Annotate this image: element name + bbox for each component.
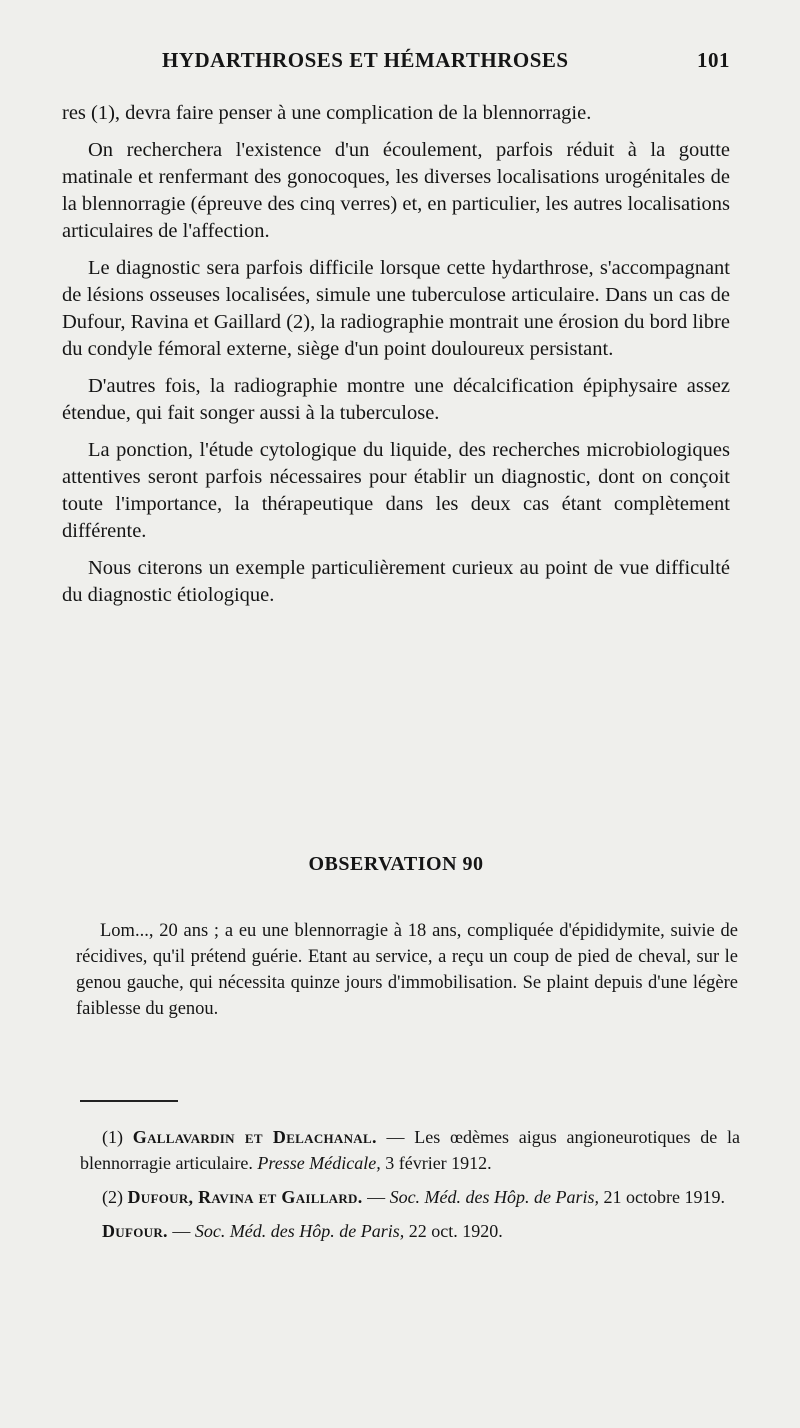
paragraph: On recherchera l'existence d'un écoulement, parfois réduit à la goutte matinale et renfermant des gonocoques, les diverses localisations urogénitales de la blennorragie (épreuve des cinq verres) et, en particulier, les autres localisations articulaires de l'affection. bbox=[62, 139, 730, 242]
footnote-date: 21 octobre 1919. bbox=[599, 1187, 726, 1207]
paragraph: La ponction, l'étude cytologique du liquide, des recherches microbiologiques attentives seront parfois nécessaires pour établir un diagnostic, dont on conçoit toute l'importance, la thérapeutique dans les deux cas étant complètement différente. bbox=[62, 439, 730, 542]
paragraph-continued: res (1), devra faire penser à une complication de la blennorragie. bbox=[62, 102, 592, 124]
footnote-journal: Presse Médicale, bbox=[257, 1153, 381, 1173]
footnote-marker: (1) bbox=[102, 1127, 123, 1147]
footnote-date: 3 février 1912. bbox=[380, 1153, 492, 1173]
footnote-authors: Dufour. bbox=[102, 1221, 168, 1241]
footnote-2 bbox=[80, 1184, 740, 1210]
footnotes bbox=[80, 1124, 740, 1252]
footnote-dash: — bbox=[362, 1187, 390, 1207]
paragraph: D'autres fois, la radiographie montre une décalcification épiphysaire assez étendue, qui fait songer aussi à la tuberculose. bbox=[62, 375, 730, 424]
observation-heading: OBSERVATION 90 bbox=[308, 853, 484, 875]
footnote-divider bbox=[80, 1100, 178, 1102]
footnote-date: 22 oct. 1920. bbox=[404, 1221, 503, 1241]
footnote-journal: Soc. Méd. des Hôp. de Paris, bbox=[389, 1187, 600, 1207]
footnote-journal: Soc. Méd. des Hôp. de Paris, bbox=[194, 1221, 405, 1241]
running-title: HYDARTHROSES ET HÉMARTHROSES bbox=[162, 48, 569, 72]
observation-text: Lom..., 20 ans ; a eu une blennorragie à 18 ans, compliquée d'épididymite, suivie de récidives, qu'il prétend guérie. Etant au service, a reçu un coup de pied de cheval, sur le genou gauche, qui nécessita quinze jours d'immobilisation. Se plaint depuis d'une légère faiblesse du genou. bbox=[76, 921, 738, 1019]
body-text bbox=[62, 100, 730, 619]
paragraph: Nous citerons un exemple particulièrement curieux au point de vue difficulté du diagnostic étiologique. bbox=[62, 557, 730, 606]
footnote-authors: Dufour, Ravina et Gaillard. bbox=[127, 1187, 363, 1207]
footnote-3 bbox=[80, 1218, 740, 1244]
running-header bbox=[62, 48, 730, 82]
page-number: 101 bbox=[697, 48, 730, 72]
footnote-authors: Gallavardin et Delachanal. bbox=[132, 1127, 377, 1147]
footnote-marker: (2) bbox=[102, 1187, 123, 1207]
footnote-text: — Les œdèmes aigus angioneurotiques de la blennorragie articulaire. bbox=[80, 1127, 740, 1173]
footnote-dash: — bbox=[167, 1221, 195, 1241]
paragraph: Le diagnostic sera parfois difficile lorsque cette hydarthrose, s'accompagnant de lésions osseuses localisées, simule une tuberculose articulaire. Dans un cas de Dufour, Ravina et Gaillard (2), la radiographie montrait une érosion du bord libre du condyle fémoral externe, siège d'un point douloureux persistant. bbox=[62, 257, 730, 360]
footnote-1 bbox=[80, 1124, 740, 1176]
